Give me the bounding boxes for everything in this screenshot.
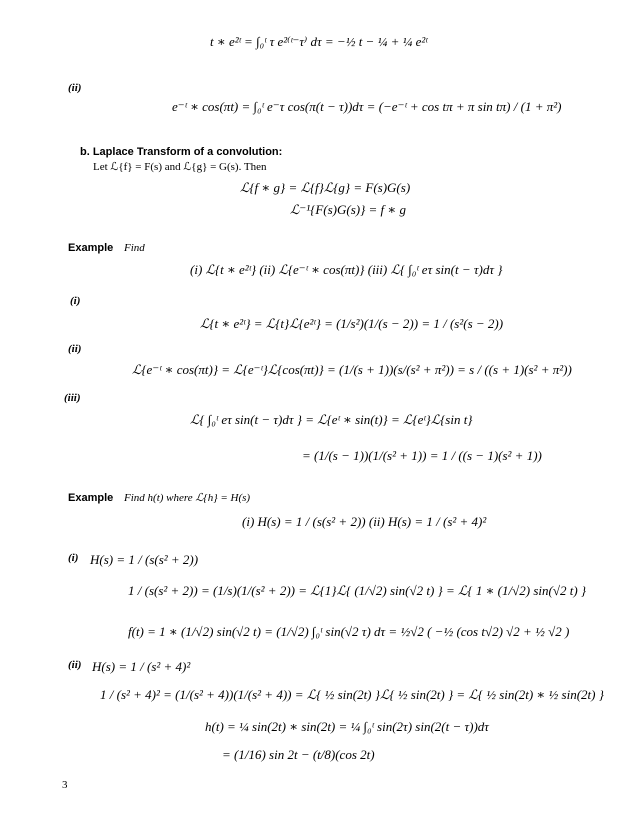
solution-label-2ii: (ii): [68, 659, 82, 671]
convolution-theorem: ℒ{f ∗ g} = ℒ{f}ℒ{g} = F(s)G(s): [240, 180, 411, 195]
solution-label-ii: (ii): [68, 343, 82, 355]
partial-product-ii: 1 / (s² + 4)² = (1/(s² + 4))(1/(s² + 4)) = ℒ{ ½ sin(2t) }ℒ{ ½ sin(2t) } = ℒ{ ½ sin(2t) ∗ ½ sin(2t) }: [100, 687, 604, 702]
example-1-prompt: Find: [124, 242, 145, 254]
example-2-problems: (i) H(s) = 1 / (s(s² + 2)) (ii) H(s) = 1 / (s² + 4)²: [242, 514, 487, 529]
h-of-t-line-1: h(t) = ¼ sin(2t) ∗ sin(2t) = ¼ ∫₀ᵗ sin(2τ) sin(2(t − τ))dτ: [205, 719, 489, 734]
f-of-t-result: f(t) = 1 ∗ (1/√2) sin(√2 t) = (1/√2) ∫₀ᵗ sin(√2 τ) dτ = ½√2 ( −½ (cos t√2) √2 + ½ √2 ): [128, 624, 570, 639]
solution-label-i: (i): [70, 295, 81, 307]
convolution-result-ii: e⁻ᵗ ∗ cos(πt) = ∫₀ᵗ e⁻τ cos(π(t − τ))dτ = (−e⁻ᵗ + cos tπ + π sin tπ) / (1 + π²): [172, 99, 562, 114]
h-of-t-line-2: = (1/16) sin 2t − (t/8)(cos 2t): [222, 747, 375, 762]
solution-label-2i: (i): [68, 552, 79, 564]
example-1-problems: (i) ℒ{t ∗ e²ᵗ} (ii) ℒ{e⁻ᵗ ∗ cos(πt)} (iii) ℒ{ ∫₀ᵗ eτ sin(t − τ)dτ }: [190, 262, 503, 277]
solution-label-iii: (iii): [64, 392, 81, 404]
section-heading-b: b. Laplace Transform of a convolution:: [80, 146, 283, 158]
inverse-convolution-theorem: ℒ⁻¹{F(s)G(s)} = f ∗ g: [290, 202, 407, 217]
solution-i: ℒ{t ∗ e²ᵗ} = ℒ{t}ℒ{e²ᵗ} = (1/s²)(1/(s − 2)) = 1 / (s²(s − 2)): [200, 316, 504, 331]
solution-iii-line-1: ℒ{ ∫₀ᵗ eτ sin(t − τ)dτ } = ℒ{eᵗ ∗ sin(t)} = ℒ{eᵗ}ℒ{sin t}: [190, 412, 473, 427]
example-2-prompt: Find h(t) where ℒ{h} = H(s): [124, 492, 251, 504]
convolution-result-i: t ∗ e²ᵗ = ∫₀ᵗ τ e²⁽ᵗ⁻τ⁾ dτ = −½ t − ¼ + ¼ e²ᵗ: [210, 34, 428, 49]
part-label-ii: (ii): [68, 82, 82, 94]
h-of-s-ii: H(s) = 1 / (s² + 4)²: [92, 659, 191, 674]
example-label-2: Example: [68, 492, 114, 504]
solution-ii: ℒ{e⁻ᵗ ∗ cos(πt)} = ℒ{e⁻ᵗ}ℒ{cos(πt)} = (1/(s + 1))(s/(s² + π²)) = s / ((s + 1)(s² + π²)): [132, 362, 572, 377]
solution-iii-line-2: = (1/(s − 1))(1/(s² + 1)) = 1 / ((s − 1)(s² + 1)): [302, 448, 542, 463]
let-statement: Let ℒ{f} = F(s) and ℒ{g} = G(s). Then: [93, 161, 267, 173]
partial-product-i: 1 / (s(s² + 2)) = (1/s)(1/(s² + 2)) = ℒ{1}ℒ{ (1/√2) sin(√2 t) } = ℒ{ 1 ∗ (1/√2) sin(√2 t) }: [128, 583, 587, 598]
example-label-1: Example: [68, 242, 114, 254]
h-of-s-i: H(s) = 1 / (s(s² + 2)): [90, 552, 199, 567]
page-number: 3: [62, 779, 68, 791]
